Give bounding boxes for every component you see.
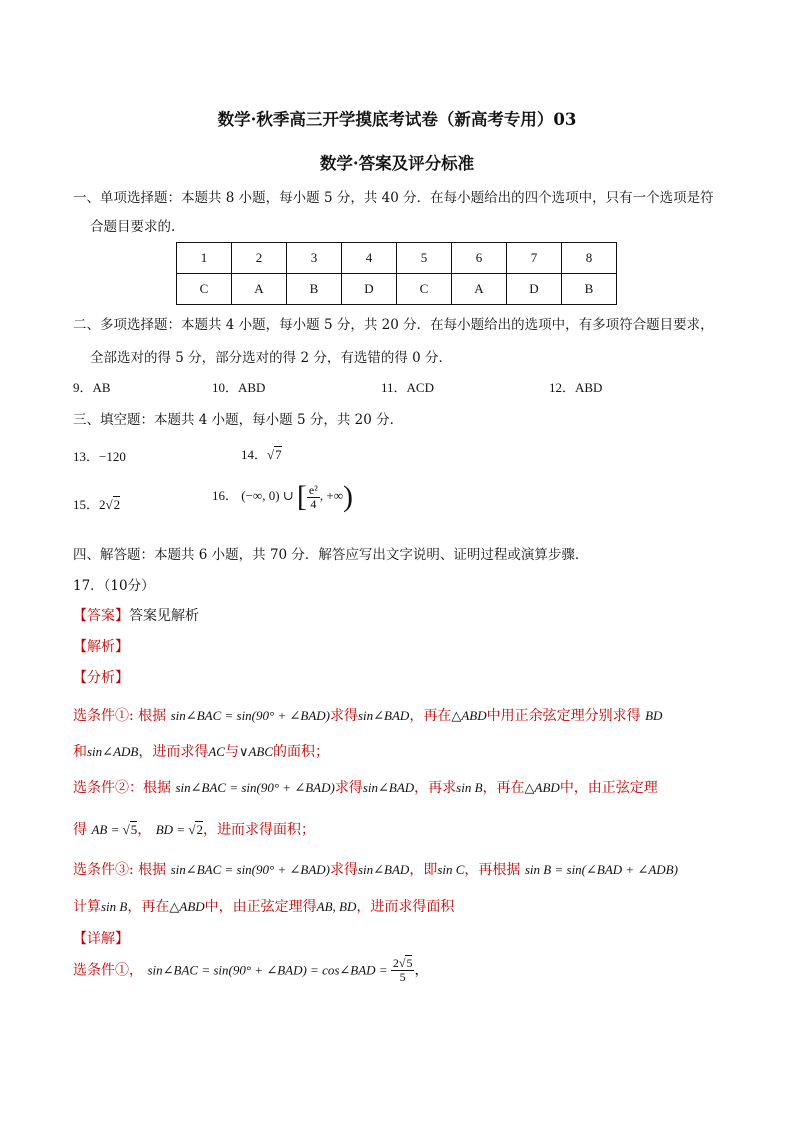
page-subtitle: 数学·答案及评分标准	[319, 154, 475, 173]
radicand: 2	[196, 822, 203, 837]
formula: sin∠BAD	[357, 862, 410, 877]
question-17-header: 17．（10分）	[73, 578, 155, 594]
text: ，	[137, 822, 152, 838]
radicand: 5	[406, 956, 413, 970]
text: ，再在	[127, 899, 170, 915]
coef: 2	[392, 956, 399, 970]
formula: BD	[645, 708, 663, 723]
formula: ∨ABC	[238, 744, 274, 759]
formula: AB =	[91, 822, 123, 837]
table-cell-number: 8	[562, 243, 617, 274]
table-cell-number: 3	[287, 243, 342, 274]
text: 求得	[334, 780, 363, 796]
text: 得	[73, 822, 87, 838]
text: 与	[224, 744, 239, 760]
sqrt-sign: √	[105, 497, 113, 512]
text: ，进而求得面积	[356, 899, 455, 915]
table-cell-answer: D	[342, 274, 397, 305]
formula: △ABD	[524, 780, 560, 795]
condition3-line1	[73, 859, 678, 879]
sqrt-sign: √	[267, 447, 275, 462]
formula: sin∠BAC = sin(90° + ∠BAD)	[175, 780, 335, 795]
formula: sin∠ADB	[87, 744, 139, 759]
q16-denominator: 4	[310, 496, 317, 511]
section4-intro: 四、解答题：本题共 6 小题，共 70 分．解答应写出文字说明、证明过程或演算步骤．	[73, 547, 589, 563]
condition3-line2	[73, 896, 454, 916]
table-cell-number: 5	[397, 243, 452, 274]
detail-numerator: 2√5	[392, 956, 413, 970]
detail-line	[73, 957, 428, 984]
table-cell-answer: C	[177, 274, 232, 305]
table-cell-answer: D	[507, 274, 562, 305]
sqrt-sign: √	[188, 822, 196, 837]
sqrt-sign: √	[122, 822, 130, 837]
section3-intro: 三、填空题：本题共 4 小题，每小题 5 分，共 20 分．	[73, 412, 404, 428]
detail-denominator: 5	[399, 970, 406, 984]
table-cell-number: 6	[452, 243, 507, 274]
text: ，进而求得面积；	[202, 822, 315, 838]
formula: sin C	[437, 862, 465, 877]
formula: AC	[208, 744, 225, 759]
analysis-tag: 【解析】	[73, 639, 129, 655]
table-cell-number: 1	[177, 243, 232, 274]
radicand: 5	[130, 822, 138, 837]
answer-q13: 13．−120	[73, 449, 126, 464]
q16-numerator: e²	[308, 482, 318, 497]
answer-q10: 10．ABD	[212, 380, 266, 395]
formula: △ABD	[169, 899, 205, 914]
answer-table-answer-row	[177, 274, 617, 305]
text: ，再求	[414, 780, 457, 796]
text: 选条件③: 根据	[73, 862, 167, 878]
answer-q12: 12．ABD	[549, 380, 603, 395]
text: ，再在	[409, 708, 452, 724]
answer-table	[176, 242, 617, 305]
detail-tag: 【详解】	[73, 931, 129, 947]
text: 中，由正弦定理得	[204, 899, 317, 915]
q16-label: 16．	[212, 487, 239, 503]
answer-q15	[73, 494, 120, 513]
formula: sin B	[456, 780, 483, 795]
text: ，进而求得	[138, 744, 209, 760]
text: 求得	[329, 708, 358, 724]
q14-label: 14．	[241, 447, 268, 462]
q15-coef: 2	[99, 497, 106, 512]
fenxi-tag: 【分析】	[73, 670, 129, 686]
text: 求得	[329, 862, 358, 878]
table-cell-answer: A	[452, 274, 507, 305]
left-bracket: [	[296, 480, 307, 513]
text: 和	[73, 744, 87, 760]
condition1-line2	[73, 741, 329, 761]
formula: AB, BD	[316, 899, 357, 914]
answer-block	[73, 605, 199, 625]
text: 的面积；	[273, 744, 330, 760]
text: 选条件①，	[73, 962, 143, 979]
condition2-line2	[73, 819, 315, 839]
answer-tag: 【答案】	[73, 608, 129, 624]
page-title: 数学·秋季高三开学摸底考试卷（新高考专用）03	[217, 110, 577, 129]
q15-radicand: 2	[113, 497, 121, 512]
condition2-line1	[73, 777, 658, 797]
text: ，再根据	[464, 862, 521, 878]
answer-q9: 9．AB	[73, 380, 111, 395]
q16-tail: , +∞	[319, 487, 343, 503]
text: ，	[414, 962, 429, 979]
table-cell-number: 4	[342, 243, 397, 274]
text: 选条件②：根据	[73, 780, 171, 796]
formula: △ABD	[451, 708, 487, 723]
section2-intro-line2: 全部选对的得 5 分，部分选对的得 2 分，有选错的得 0 分．	[90, 350, 453, 366]
text: ，即	[409, 862, 438, 878]
q16-fraction	[307, 484, 320, 511]
table-cell-number: 2	[232, 243, 287, 274]
condition1-line1	[73, 705, 662, 725]
section1-intro-line2: 合题目要求的.	[90, 219, 176, 235]
answer-q14	[241, 444, 282, 463]
formula: sin∠BAC = sin(90° + ∠BAD)	[170, 862, 330, 877]
right-paren: )	[342, 480, 353, 513]
formula: sin B	[101, 899, 128, 914]
answer-text: 答案见解析	[129, 608, 199, 624]
table-cell-answer: C	[397, 274, 452, 305]
section1-intro-line1: 一、单项选择题：本题共 8 小题，每小题 5 分，共 40 分．在每小题给出的四个选项中，只有一个选项是符	[73, 190, 714, 206]
answer-q16	[212, 480, 353, 514]
text: 计算	[73, 899, 101, 915]
section2-intro-line1: 二、多项选择题：本题共 4 小题，每小题 5 分，共 20 分．在每小题给出的选项中，有多项符合题目要求，	[73, 317, 714, 333]
table-cell-number: 7	[507, 243, 562, 274]
table-cell-answer: A	[232, 274, 287, 305]
table-cell-answer: B	[562, 274, 617, 305]
formula: sin∠BAC = sin(90° + ∠BAD) = cos∠BAD =	[147, 962, 391, 978]
text: 中用正余弦定理分别求得	[486, 708, 641, 724]
answer-q11: 11．ACD	[381, 380, 434, 395]
q15-label: 15．	[73, 497, 100, 512]
text: ，再在	[482, 780, 525, 796]
text: 选条件①: 根据	[73, 708, 167, 724]
answer-table-number-row	[177, 243, 617, 274]
q14-radicand: 7	[275, 447, 282, 462]
text: 中，由正弦定理	[559, 780, 658, 796]
formula: BD =	[155, 822, 189, 837]
detail-fraction	[391, 957, 415, 984]
formula: sin∠BAD	[362, 780, 415, 795]
formula: sin∠BAD	[357, 708, 410, 723]
formula: sin B = sin(∠BAD + ∠ADB)	[524, 862, 678, 877]
q16-left-interval: (−∞, 0) ∪	[241, 487, 294, 503]
table-cell-answer: B	[287, 274, 342, 305]
formula: sin∠BAC = sin(90° + ∠BAD)	[170, 708, 330, 723]
